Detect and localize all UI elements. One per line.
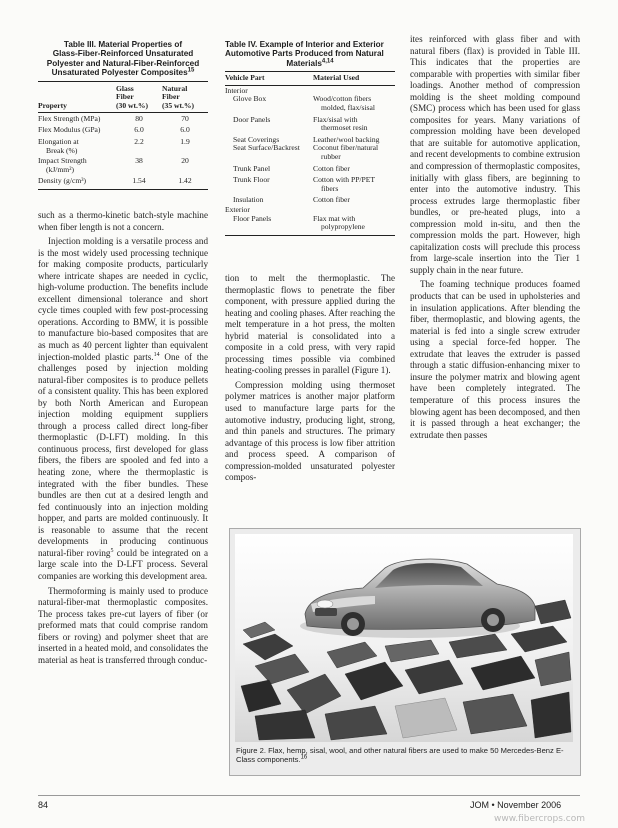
watermark-url: www.fibercrops.com <box>494 814 585 824</box>
table-row: Door Panels Flax/sisal with thermoset resin <box>233 114 368 133</box>
journal-footer: JOM • November 2006 <box>470 800 562 810</box>
table-3-grid <box>38 85 208 186</box>
col-glass-fiber: Glass Fiber (30 wt.%) <box>116 83 149 110</box>
table-row: Glove Box Wood/cotton fibers molded, flax/sisal <box>233 94 375 112</box>
table-row: Interior <box>225 85 248 95</box>
table-3 <box>38 40 208 190</box>
table-4-title: Table IV. Example of Interior and Exterior Automotive Parts Produced from Natural Materials$^{4,14}$ <box>225 40 384 68</box>
table-row: Flex Modulus (GPa) 6.0 6.0 <box>38 125 190 134</box>
table-row: Exterior <box>225 204 250 214</box>
col-vehicle-part: Vehicle Part <box>225 73 265 83</box>
col-material-used: Material Used <box>313 73 360 83</box>
figure-2-photo <box>235 534 573 742</box>
page-number: 84 <box>38 800 49 810</box>
paragraph: Injection molding is a versatile process and is the most widely used processing technique for making composite products, particularly where intricate shapes are needed in cyclic, high-volume production. The benefits include excellent dimensional tolerance and short cycle times coupled with few post-processing operations. According to BMW, it is possible to manufacture bio-based composites that are as much as 40 percent lighter than equivalent injection-molded plastic parts.$^{14}$ One of the challenges posed by injection molding natural-fiber composites is to produce pellets of a consistent quality. This has been explored by both North American and European injection molding equipment suppliers through a process called direct long-fiber thermoplastic (D-LFT) molding. In this continuous process, first developed for glass fibers, the fibers are spooled and fed into a heating zone, where the thermoplastic is integrated with the fiber bundles. These bundles are then cut at a desired length and fed continuously into an injection molding hopper, and parts are molded continuously. It is reasonable to assume that the recent developments in producing continuous natural-fiber roving$^5$ could be integrated on a large scale into the D-LFT process. Several companies are working this development area. <box>38 236 208 581</box>
paragraph: Compression molding using thermoset polymer matrices is another major platform used to manufacture large parts for the automotive industry, producing light, strong, and thin panels and structures. The primary advantage of this process is low fiber attrition and process speed. A comparison of compression-molded unsaturated polyester compos- <box>225 379 395 483</box>
figure-2-caption: Figure 2. Flax, hemp, sisal, wool, and other natural fibers are used to make 50 Mercedes-Benz E-Class components.$^{16}$ <box>236 746 564 765</box>
table-3-title: Table III. Material Properties of Glass-Fiber-Reinforced Unsaturated Polyester and Natural-Fiber-Reinforced Unsaturated Polyester Composites$^{15}$ <box>46 40 200 78</box>
table-4 <box>225 40 395 236</box>
table-row: Trunk Floor Cotton with PP/PET fibers <box>233 175 376 193</box>
table-row: Flex Strength (MPa) 80 70 <box>38 114 189 124</box>
column-3-text <box>410 34 580 441</box>
col-natural-fiber: Natural Fiber (35 wt.%) <box>162 83 195 110</box>
table-4-grid <box>225 74 395 232</box>
table-row: Seat Surface/Backrest Coconut fiber/natural rubber <box>233 143 379 161</box>
paragraph: tion to melt the thermoplastic. The thermoplastic flows to penetrate the fiber component, with pressure applied during the heating and cooling phases. After reaching the melt temperature in a hot press, the molten hybrid material is consolidated into a composite in a cold press, with very rapid processing times possible via combined heating-cooling presses in parallel (Figure 1). <box>225 273 395 376</box>
paragraph: The foaming technique produces foamed products that can be used in upholsteries and in insulation applications. After blending the fiber, thermoplastic, and blowing agents, the material is fed into a single screw extruder using a special force-fed hopper. The extrudate that leaves the extruder is passed through a static diffusion-enhancing mixer to insure the polymer matrix and blowing agent have been completely integrated. The temperature of this process insures the blowing agent has been decomposed, and then it is passed through a heat exchanger; the extrudate then passes <box>410 279 580 440</box>
figure-2 <box>229 528 581 776</box>
col-property: Property <box>38 100 67 110</box>
table-row: Impact Strength (kJ/mm²) 38 20 <box>38 156 189 174</box>
table-row: Trunk Panel Cotton fiber <box>233 163 350 173</box>
column-1-text <box>38 210 208 666</box>
table-row: Elongation at Break (%) 2.2 1.9 <box>38 137 190 155</box>
table-row: Seat Coverings Leather/wool backing <box>233 134 380 144</box>
paragraph: ites reinforced with glass fiber and with natural fibers (flax) is provided in Table III. This indicates that the properties are comparable with properties with similar fiber loadings. Another method of compression molding is the sheet molding compound (SMC) process which has been used for glass composites for years. Many variations of compression molding have been developed that are suitable for automotive application, and recent developments to combine extrusion and compression of thermoplastic composites, initially with glass fibers, are beginning to enter into the automotive industry. This process extrudes large thermoplastic fiber bundles, or pre-heated plugs, into a compression mold in-situ, and then the compression molds the part. However, high capitalization costs will preclude this process from large-scale insertion into the Tier 1 supply chain in the near future. <box>410 34 580 275</box>
table-4-header <box>225 74 395 83</box>
paragraph: such as a thermo-kinetic batch-style machine when fiber length is not a concern. <box>38 210 208 232</box>
table-row: Floor Panels Flax mat with polypropylene <box>233 213 365 232</box>
paragraph: Thermoforming is mainly used to produce natural-fiber-mat thermoplastic composites. The process takes pre-cut layers of fiber (or preformed mats that could comprise random fibers or roving) and polymer sheet that are inserted in a heated mold, and consolidates the material as heat is transferred through conduc- <box>38 585 208 665</box>
table-row: Density (g/cm³) 1.54 1.42 <box>38 176 192 186</box>
table-row: Insulation Cotton fiber <box>233 195 350 205</box>
column-2-text <box>225 273 395 484</box>
table-3-header <box>38 85 208 111</box>
